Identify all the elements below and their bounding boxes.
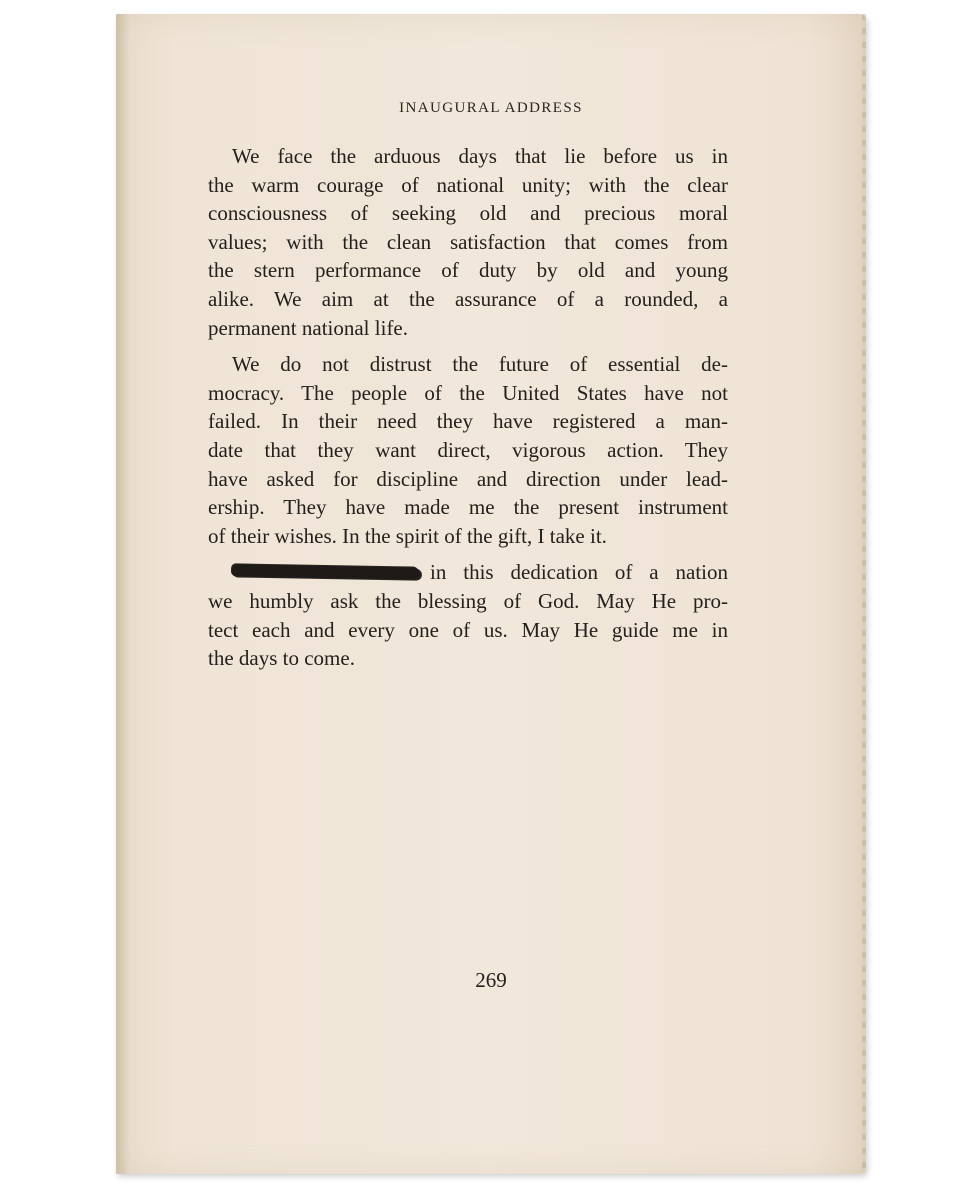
text-line: alike. We aim at the assurance of a rounded, a [208, 286, 728, 311]
text-line: consciousness of seeking old and precious moral [208, 201, 728, 226]
text-line: the days to come. [208, 646, 355, 671]
text-line: date that they want direct, vigorous action. They [208, 437, 728, 462]
paragraph-2 [208, 350, 728, 550]
text-line: of their wishes. In the spirit of the gift, I take it. [208, 523, 607, 548]
text-line: ership. They have made me the present instrument [208, 495, 728, 520]
body-text [208, 142, 728, 681]
text-line: failed. In their need they have registered a man- [208, 409, 728, 434]
text-line: values; with the clean satisfaction that comes from [208, 229, 728, 254]
text-line: tect each and every one of us. May He guide me in [208, 617, 728, 642]
text-line: We face the arduous days that lie before us in [232, 144, 728, 168]
book-page [116, 14, 866, 1174]
page-number: 269 [475, 968, 507, 992]
text-line: have asked for discipline and direction under lead- [208, 466, 728, 491]
redaction-mark [232, 565, 420, 580]
paragraph-1 [208, 142, 728, 342]
text-line: the stern performance of duty by old and young [208, 258, 728, 283]
text-line-remainder: in this dedication of a nation [430, 560, 728, 585]
paragraph-3 [208, 558, 728, 672]
running-head: INAUGURAL ADDRESS [399, 100, 583, 116]
text-line: permanent national life. [208, 315, 409, 340]
text-line: mocracy. The people of the United States have not [208, 380, 728, 405]
text-line: we humbly ask the blessing of God. May He pro- [208, 588, 728, 613]
text-line-redacted [208, 558, 728, 587]
text-line: the warm courage of national unity; with the clear [208, 172, 728, 197]
text-line: We do not distrust the future of essential de- [232, 352, 728, 377]
